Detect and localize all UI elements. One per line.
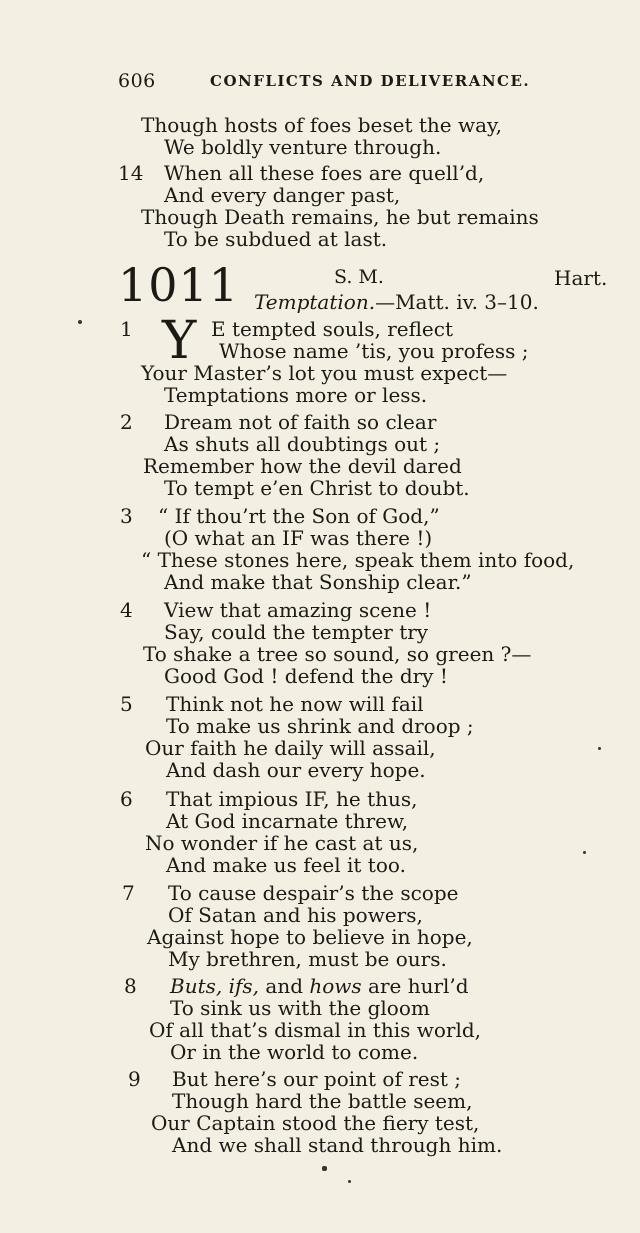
text-line: Of all that’s dismal in this world,: [149, 1018, 482, 1042]
verse-number: 9: [128, 1067, 141, 1091]
text-line: Say, could the tempter try: [164, 620, 429, 644]
text-line: Of Satan and his powers,: [168, 903, 423, 927]
running-title: CONFLICTS AND DELIVERANCE.: [210, 72, 531, 90]
plain-text: are hurl’d: [361, 974, 469, 998]
text-line: To tempt e’en Christ to doubt.: [164, 476, 470, 500]
verse-number: 3: [120, 504, 133, 528]
text-line: That impious IF, he thus,: [166, 787, 418, 811]
text-line: Your Master’s lot you must expect—: [141, 361, 508, 385]
text-line: Against hope to believe in hope,: [147, 925, 473, 949]
ink-speck: [348, 1180, 351, 1183]
hymn-meter: S. M.: [334, 266, 384, 288]
hymn-author: Hart.: [554, 266, 608, 290]
italic-word: ifs,: [228, 974, 260, 998]
text-line: To sink us with the gloom: [170, 996, 430, 1020]
verse-number: 7: [122, 881, 135, 905]
ink-speck: [598, 747, 601, 750]
text-line: Our Captain stood the fiery test,: [151, 1111, 480, 1135]
text-line: And make us feel it too.: [166, 853, 406, 877]
ink-speck: [322, 1166, 327, 1171]
hymn-number: 1011: [118, 258, 240, 312]
ink-speck: [583, 851, 586, 854]
verse-number: 4: [120, 598, 133, 622]
text-line: Or in the world to come.: [170, 1040, 419, 1064]
text-line: Think not he now will fail: [166, 692, 424, 716]
text-line: “ If thou’rt the Son of God,”: [158, 504, 440, 528]
text-line: Though hosts of foes beset the way,: [141, 113, 503, 137]
text-line: Remember how the devil dared: [143, 454, 462, 478]
text-line: Good God ! defend the dry !: [164, 664, 448, 688]
verse-number: 14: [118, 161, 144, 185]
text-line: Whose name ’tis, you profess ;: [219, 339, 529, 363]
page-number: 606: [118, 70, 156, 92]
text-line: And every danger past,: [164, 183, 401, 207]
text-line: And make that Sonship clear.”: [164, 570, 472, 594]
text-line: And dash our every hope.: [166, 758, 426, 782]
verse-number: 2: [120, 410, 133, 434]
text-line: And we shall stand through him.: [172, 1133, 503, 1157]
text-line: We boldly venture through.: [164, 135, 442, 159]
text-line: Our faith he daily will assail,: [145, 736, 436, 760]
text-line: To cause despair’s the scope: [168, 881, 459, 905]
ink-speck: [78, 320, 82, 324]
text-line: To be subdued at last.: [164, 227, 388, 251]
verse-number: 5: [120, 692, 133, 716]
text-line: Dream not of faith so clear: [164, 410, 437, 434]
text-line: But here’s our point of rest ;: [172, 1067, 462, 1091]
hymn-subtitle: [254, 290, 539, 314]
text-line: My brethren, must be ours.: [168, 947, 447, 971]
text-line: To make us shrink and droop ;: [166, 714, 474, 738]
subtitle-reference: —Matt. iv. 3–10.: [375, 290, 539, 314]
text-line: View that amazing scene !: [164, 598, 432, 622]
drop-cap: Y: [162, 311, 197, 371]
text-line: (O what an IF was there !): [164, 526, 433, 550]
italic-word: hows: [309, 974, 362, 998]
text-line: Though hard the battle seem,: [172, 1089, 473, 1113]
text-line: As shuts all doubtings out ;: [164, 432, 441, 456]
verse-number: 1: [120, 317, 133, 341]
text-line: Temptations more or less.: [164, 383, 428, 407]
subtitle-topic: Temptation.: [254, 290, 376, 314]
page-header: [118, 70, 531, 92]
text-line: Though Death remains, he but remains: [141, 205, 539, 229]
verse-number: 6: [120, 787, 133, 811]
text-line: When all these foes are quell’d,: [164, 161, 485, 185]
plain-text: and: [259, 974, 310, 998]
text-line: At God incarnate threw,: [166, 809, 409, 833]
italic-word: Buts,: [170, 974, 223, 998]
text-line: No wonder if he cast at us,: [145, 831, 419, 855]
text-line: “ These stones here, speak them into food,: [141, 548, 575, 572]
verse-number: 8: [124, 974, 137, 998]
text-line: [170, 975, 469, 997]
text-line: To shake a tree so sound, so green ?—: [143, 642, 532, 666]
text-line: E tempted souls, reflect: [211, 317, 454, 341]
